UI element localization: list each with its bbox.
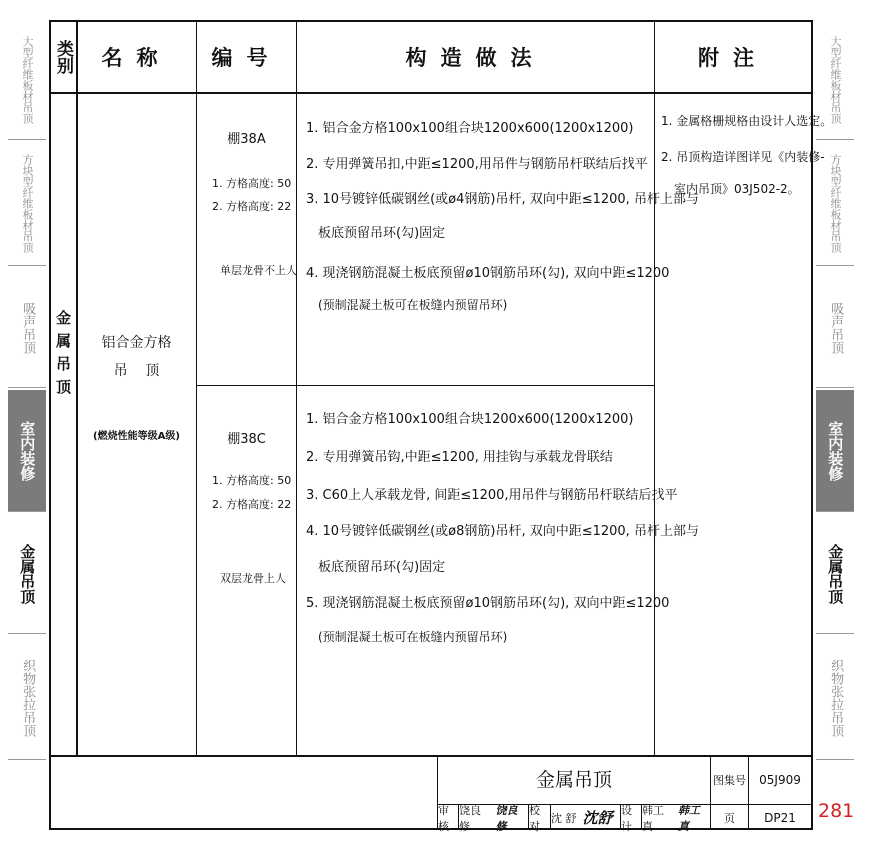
category-cell: 金属吊顶	[54, 310, 72, 402]
header-method: 构造做法	[405, 46, 546, 70]
review-label: 审核	[438, 803, 449, 833]
page-label: 页	[724, 811, 735, 825]
keel-38a: 单层龙骨不上人	[220, 264, 297, 277]
name-line2: 吊 顶	[113, 363, 160, 379]
note-2b: 室内吊顶》03J502-2。	[674, 182, 800, 196]
designer-signature: 韩工真	[678, 803, 700, 833]
side-tab-metal-ceiling[interactable]: 金属吊顶	[8, 514, 46, 634]
side-tab-fabric[interactable]: 织物张拉吊顶	[816, 636, 854, 760]
designer-block	[642, 803, 710, 833]
side-tab-interior[interactable]: 室内装修	[8, 390, 46, 512]
col-line-code	[296, 20, 297, 755]
note-2: 2. 吊顶构造详图详见《内装修-	[661, 150, 825, 164]
method-38c-5b: (预制混凝土板可在板缝内预留吊环)	[318, 630, 508, 644]
table-bottom-line	[49, 755, 813, 757]
header-divider	[49, 92, 813, 94]
side-tab-square-fiber[interactable]: 方块型纤维板材吊顶	[8, 142, 46, 266]
spec-38a-1: 1. 方格高度: 50	[212, 177, 292, 190]
col-line-method	[654, 20, 655, 755]
spec-38a-2: 2. 方格高度: 22	[212, 200, 292, 213]
method-38a-4b: (预制混凝土板可在板缝内预留吊环)	[318, 298, 508, 312]
code-38c: 棚38C	[227, 432, 266, 447]
atlas-value: 05J909	[759, 773, 801, 787]
method-38c-4: 4. 10号镀锌低碳钢丝(或ø8钢筋)吊杆, 双向中距≤1200, 吊杆上部与	[306, 524, 699, 539]
reviewer-signature: 饶良修	[495, 803, 518, 833]
side-tab-square-fiber[interactable]: 方块型纤维板材吊顶	[816, 142, 854, 266]
method-38a-1: 1. 铝合金方格100x100组合块1200x600(1200x1200)	[306, 121, 634, 136]
checker-name: 沈 舒	[551, 811, 577, 825]
header-category: 类别	[53, 40, 73, 74]
side-tab-acoustic[interactable]: 吸声吊顶	[8, 268, 46, 388]
name-line1: 铝合金方格	[101, 335, 172, 351]
page-value: DP21	[764, 810, 796, 825]
reviewer-name: 饶良修	[459, 803, 481, 833]
design-label: 设计	[621, 803, 632, 833]
side-tab-interior[interactable]: 室内装修	[816, 390, 854, 512]
page-number: 281	[818, 800, 855, 822]
keel-38c: 双层龙骨上人	[220, 572, 286, 585]
method-38c-2: 2. 专用弹簧吊钩,中距≤1200, 用挂钩与承载龙骨联结	[306, 450, 613, 465]
method-38a-2: 2. 专用弹簧吊扣,中距≤1200,用吊件与钢筋吊杆联结后找平	[306, 157, 648, 172]
atlas-label: 图集号	[713, 774, 746, 787]
method-38c-1: 1. 铝合金方格100x100组合块1200x600(1200x1200)	[306, 412, 634, 427]
left-side-tabs	[8, 20, 46, 760]
header-name: 名称	[101, 46, 172, 70]
drawing-title: 金属吊顶	[535, 769, 612, 791]
method-38c-3: 3. C60上人承载龙骨, 间距≤1200,用吊件与钢筋吊杆联结后找平	[306, 488, 678, 503]
spec-38c-1: 1. 方格高度: 50	[212, 474, 292, 487]
method-38c-4b: 板底预留吊环(勾)固定	[318, 560, 446, 575]
side-tab-fabric[interactable]: 织物张拉吊顶	[8, 636, 46, 760]
checker-block	[551, 805, 620, 830]
header-code: 编号	[211, 46, 282, 70]
spec-38c-2: 2. 方格高度: 22	[212, 498, 292, 511]
side-tab-acoustic[interactable]: 吸声吊顶	[816, 268, 854, 388]
right-side-tabs	[816, 20, 854, 760]
method-38a-3: 3. 10号镀锌低碳钢丝(或ø4钢筋)吊杆, 双向中距≤1200, 吊杆上部与	[306, 192, 699, 207]
designer-name: 韩工真	[642, 803, 664, 833]
header-notes: 附注	[698, 46, 768, 70]
reviewer-block	[459, 803, 528, 833]
note-1: 1. 金属格栅规格由设计人选定。	[661, 114, 833, 128]
method-38a-3b: 板底预留吊环(勾)固定	[318, 226, 446, 241]
method-38a-4: 4. 现浇钢筋混凝土板底预留ø10钢筋吊环(勾), 双向中距≤1200	[306, 266, 670, 281]
col-line-category	[76, 20, 78, 755]
side-tab-large-fiber[interactable]: 大型纤维板材吊顶	[8, 20, 46, 140]
fire-rating: (燃烧性能等级A级)	[93, 431, 180, 442]
method-38c-5: 5. 现浇钢筋混凝土板底预留ø10钢筋吊环(勾), 双向中距≤1200	[306, 596, 670, 611]
checker-signature: 沈舒	[582, 809, 613, 827]
side-tab-metal-ceiling[interactable]: 金属吊顶	[816, 514, 854, 634]
row-divider	[196, 385, 654, 386]
code-38a: 棚38A	[227, 132, 266, 147]
check-label: 校对	[529, 803, 540, 833]
side-tab-large-fiber[interactable]: 大型纤维板材吊顶	[816, 20, 854, 140]
